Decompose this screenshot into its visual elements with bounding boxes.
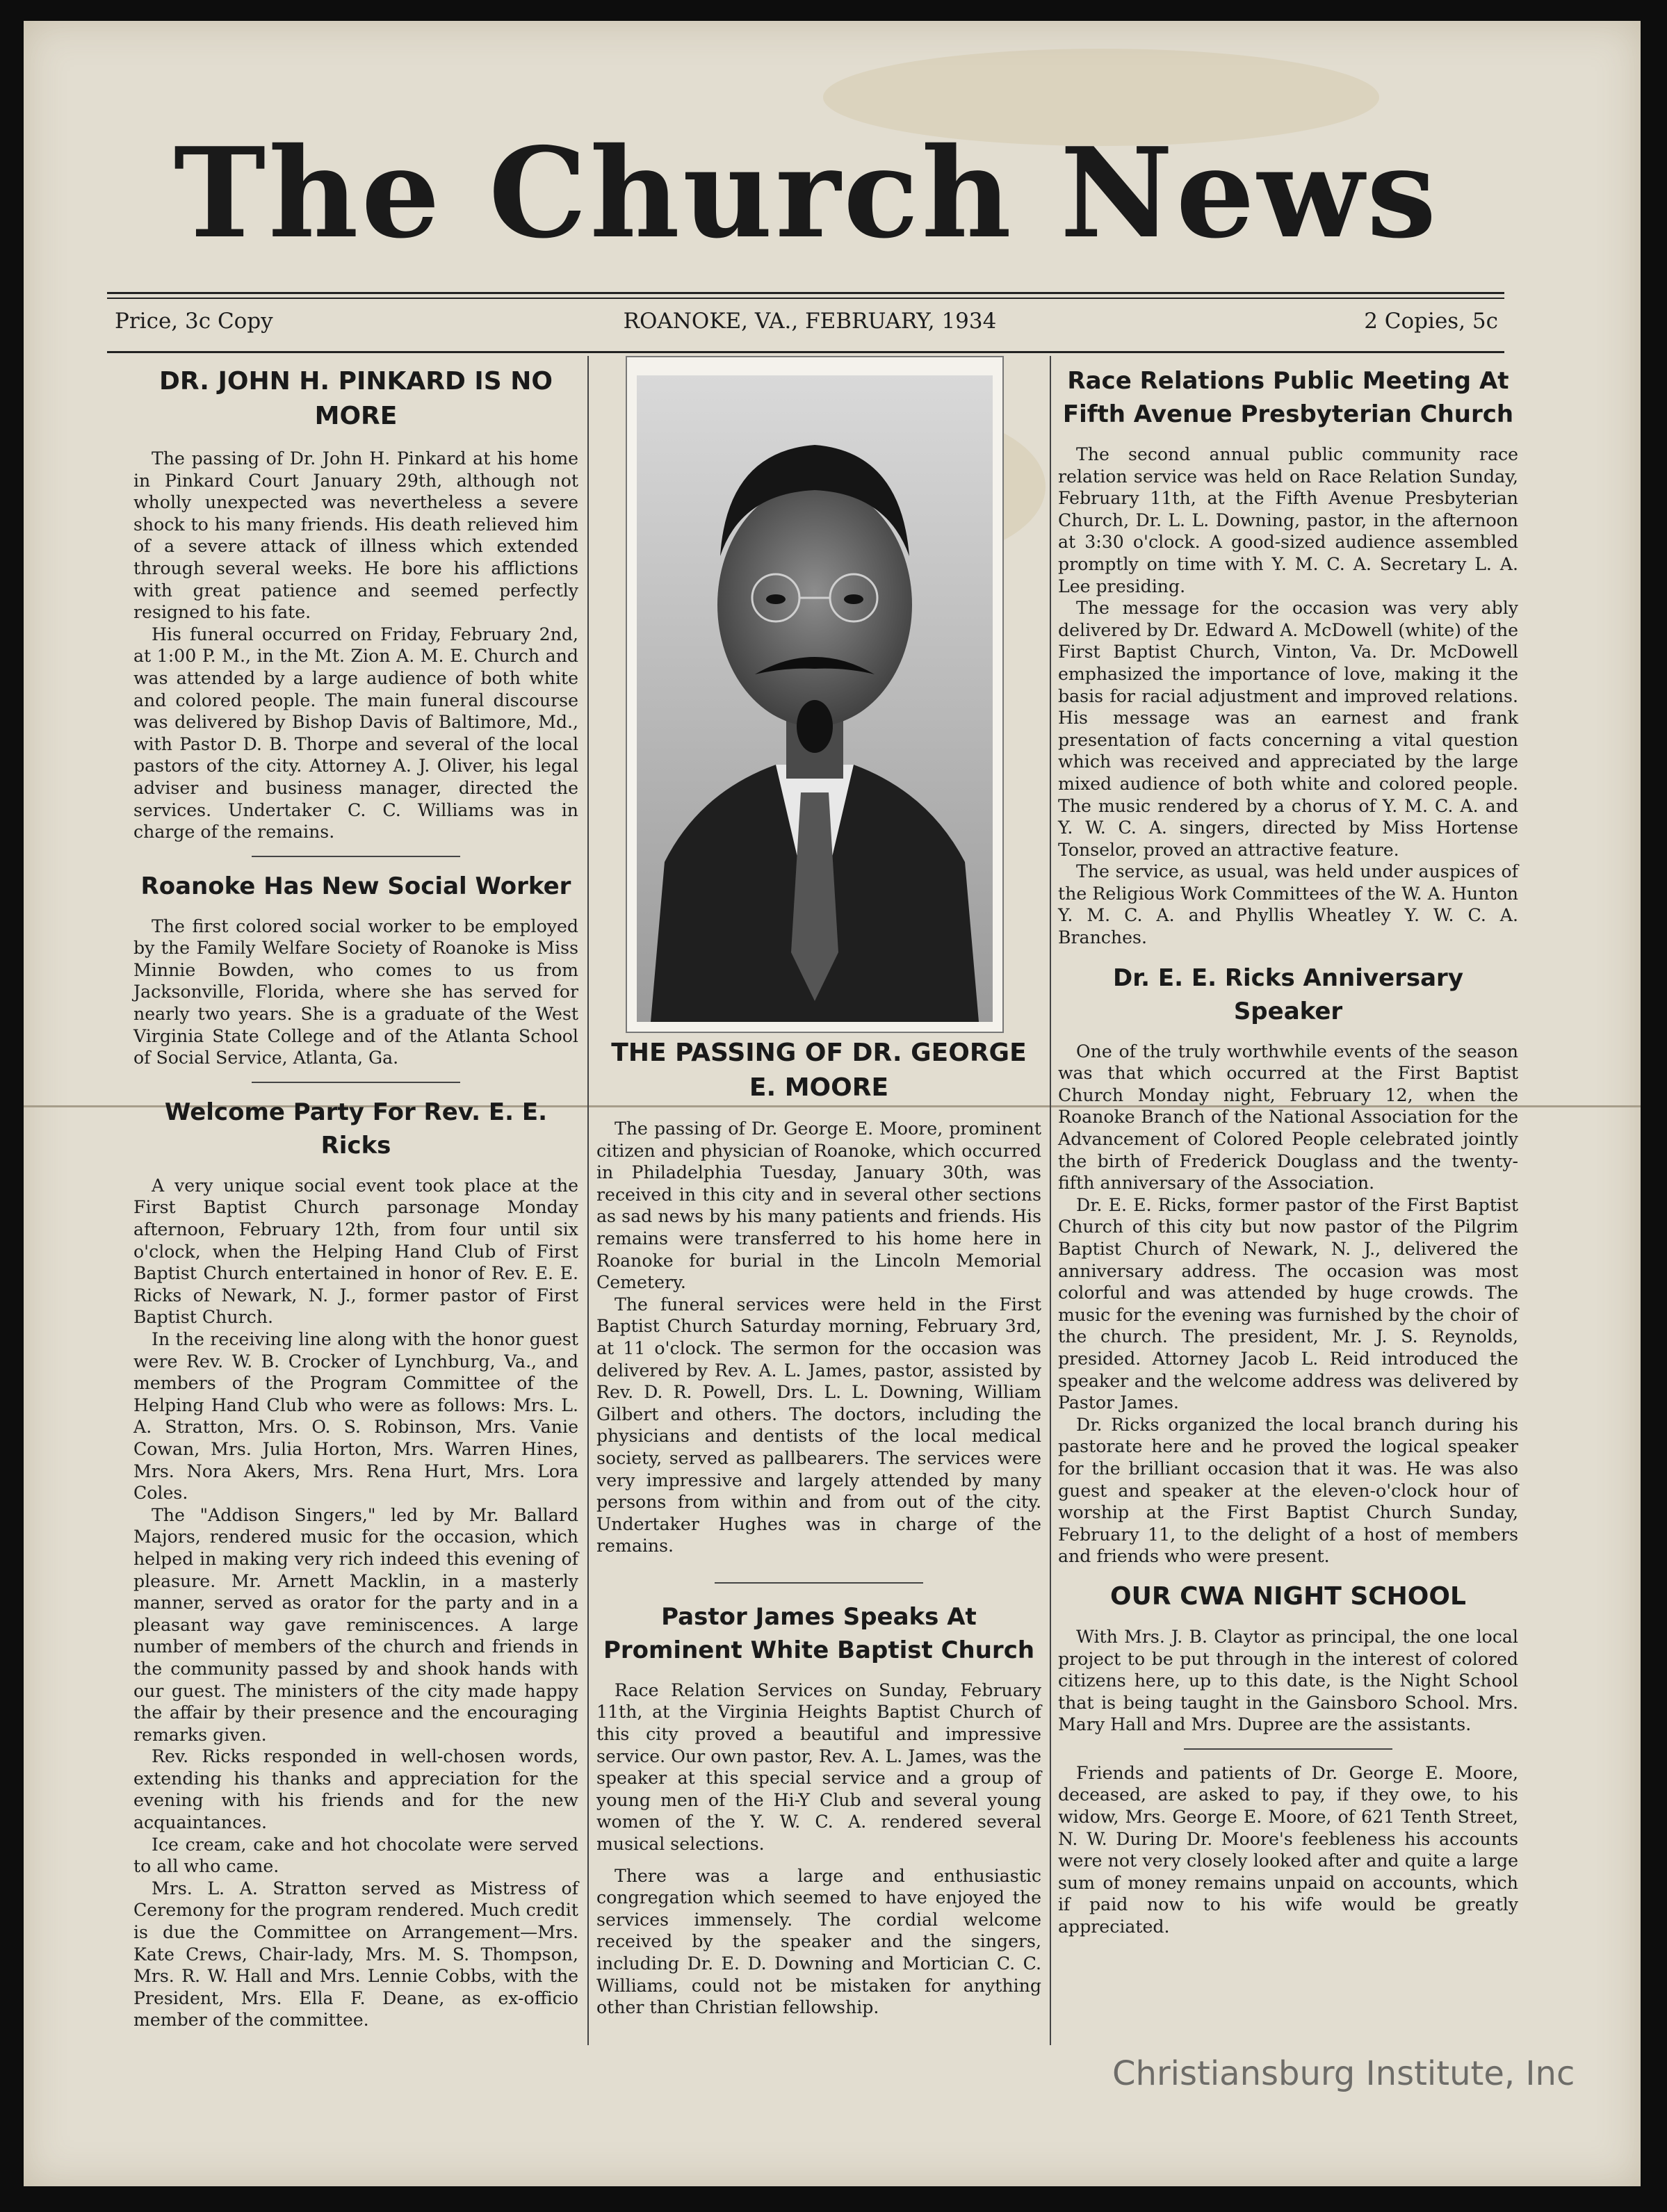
masthead-rule-top xyxy=(107,292,1504,294)
article-paragraph: Rev. Ricks responded in well-chosen words, extending his thanks and appreciation for the evening with his friends and for the new acquaintances. xyxy=(133,1746,578,1833)
pinkard-headline: DR. JOHN H. PINKARD IS NO MORE xyxy=(159,367,553,430)
dateline xyxy=(115,309,1498,343)
article-paragraph: A very unique social event took place at the First Baptist Church parsonage Monday afternoon, February 12th, from four until six o'clock, when the Helping Hand Club of First Baptist Church entertained in honor of Rev. E. E. Ricks of Newark, N. J., former pastor of First Baptist Church. xyxy=(133,1175,578,1328)
article-paragraph: Dr. E. E. Ricks, former pastor of the First Baptist Church of this city but now pastor of the Pilgrim Baptist Church of Newark, N. J., delivered the anniversary address. The occasion was most colorful and was attended by huge crowds. The music for the evening was furnished by the choir of the church. The president, Mr. J. S. Reynolds, presided. Attorney Jacob L. Reid introduced the speaker and the welcome address was delivered by Pastor James. xyxy=(1058,1194,1518,1413)
article-paragraph: Dr. Ricks organized the local branch during his pastorate here and he proved the logical speaker for the brilliant occasion that it was. He was also guest and speaker at the eleven-o'clock hour of worship at the First Baptist Church Sunday, February 11, to the delight of a host of members and friends who were present. xyxy=(1058,1414,1518,1567)
portrait-frame xyxy=(626,356,1004,1033)
section-rule xyxy=(252,856,460,857)
moore-headline: THE PASSING OF DR. GEORGE E. MOORE xyxy=(611,1039,1027,1102)
cwa-night-school-headline: OUR CWA NIGHT SCHOOL xyxy=(1110,1581,1466,1611)
pastor-james-headline: Pastor James Speaks At Prominent White Baptist Church xyxy=(603,1602,1035,1664)
article-paragraph: In the receiving line along with the honor guest were Rev. W. B. Crocker of Lynchburg, Va., and members of the Program Committee of the Helping Hand Club who were as follows: Mrs. L. A. Stratton, Mrs. O. S. Robinson, Mrs. Vanie Cowan, Mrs. Julia Horton, Mrs. Warren Hines, Mrs. Nora Akers, Mrs. Rena Hurt, Mrs. Lora Coles. xyxy=(133,1329,578,1504)
portrait-photo xyxy=(637,375,993,1022)
dateline-rule-bottom xyxy=(107,351,1504,353)
article-paragraph: The passing of Dr. John H. Pinkard at his home in Pinkard Court January 29th, although not wholly unexpected was nevertheless a severe shock to his many friends. His death relieved him of a severe attack of illness which extended through several weeks. He bore his afflictions with great patience and seemed perfectly resigned to his fate. xyxy=(133,448,578,623)
masthead-title: The Church News xyxy=(173,120,1440,266)
section-rule xyxy=(715,1582,923,1584)
article-paragraph: Mrs. L. A. Stratton served as Mistress of Ceremony for the program rendered. Much credit is due the Committee on Arrangement—Mrs. Kate Crews, Chair-lady, Mrs. M. S. Thompson, Mrs. R. W. Hall and Mrs. Lennie Cobbs, with the President, Mrs. Ella F. Deane, as ex-officio member of the committee. xyxy=(133,1878,578,2031)
portrait-of-man-illustration xyxy=(637,375,993,1022)
article-paragraph: The first colored social worker to be employed by the Family Welfare Society of Roanoke is Miss Minnie Bowden, who comes to us from Jacksonville, Florida, where she has served for nearly two years. She is a graduate of the West Virginia State College and of the Atlanta School of Social Service, Atlanta, Ga. xyxy=(133,916,578,1068)
welcome-party-headline: Welcome Party For Rev. E. E. Ricks xyxy=(164,1098,548,1160)
column-divider xyxy=(587,356,589,2045)
race-relations-headline: Race Relations Public Meeting At Fifth Avenue Presbyterian Church xyxy=(1062,367,1514,428)
left-column xyxy=(133,364,578,2031)
article-paragraph: The funeral services were held in the First Baptist Church Saturday morning, February 3rd, at 11 o'clock. The sermon for the occasion was delivered by Rev. A. L. James, pastor, assisted by Rev. D. R. Powell, Drs. L. L. Downing, William Gilbert and others. The doctors, including the physicians and dentists of the local medical society, served as pallbearers. The services were very impressive and largely attended by many persons from within and from out of the city. Undertaker Hughes was in charge of the remains. xyxy=(596,1294,1041,1556)
copies-price: 2 Copies, 5c xyxy=(1364,309,1498,334)
section-rule xyxy=(1184,1748,1392,1750)
article-paragraph: The passing of Dr. George E. Moore, prominent citizen and physician of Roanoke, which occurred in Philadelphia Tuesday, January 30th, was received in this city and in several other sections as sad news by his many patients and friends. His remains were transferred to his home here in Roanoke for burial in the Lincoln Memorial Cemetery. xyxy=(596,1119,1041,1293)
date-location: ROANOKE, VA., FEBRUARY, 1934 xyxy=(623,309,997,334)
social-worker-headline: Roanoke Has New Social Worker xyxy=(140,872,571,900)
article-paragraph: The "Addison Singers," led by Mr. Ballard Majors, rendered music for the occasion, which helped in making very rich indeed this evening of pleasure. Mr. Arnett Macklin, in a masterly manner, served as orator for the party and in a pleasant way gave reminiscences. A large number of members of the church and friends in the community passed by and shook hands with our guest. The ministers of the city made happy the affair by their presence and the encouraging remarks given. xyxy=(133,1504,578,1745)
ricks-anniversary-headline: Dr. E. E. Ricks Anniversary Speaker xyxy=(1112,963,1463,1025)
article-paragraph: His funeral occurred on Friday, February 2nd, at 1:00 P. M., in the Mt. Zion A. M. E. Church and was attended by a large audience of both white and colored people. The main funeral discourse was delivered by Bishop Davis of Baltimore, Md., with Pastor D. B. Thorpe and several of the local pastors of the city. Attorney A. J. Oliver, his legal adviser and business manager, directed the services. Undertaker C. C. Williams was in charge of the remains. xyxy=(133,624,578,843)
article-paragraph: Friends and patients of Dr. George E. Moore, deceased, are asked to pay, if they owe, to his widow, Mrs. George E. Moore, of 621 Tenth Street, N. W. During Dr. Moore's feebleness his accounts were not very closely looked after and quite a large sum of money remains unpaid on accounts, which if paid now to his wife would be greatly appreciated. xyxy=(1058,1762,1518,1937)
price-label: Price, 3c Copy xyxy=(115,309,273,334)
article-paragraph: With Mrs. J. B. Claytor as principal, the one local project to be put through in the interest of colored citizens here, up to this date, is the Night School that is being taught in the Gainsboro School. Mrs. Mary Hall and Mrs. Dupree are the assistants. xyxy=(1058,1626,1518,1735)
article-paragraph: The message for the occasion was very ably delivered by Dr. Edward A. McDowell (white) of the First Baptist Church, Vinton, Va. Dr. McDowell emphasized the importance of love, making it the basis for racial adjustment and improved relations. His message was an earnest and frank presentation of facts concerning a vital question which was received and appreciated by the large mixed audience of both white and colored people. The music rendered by a chorus of Y. M. C. A. and Y. W. C. A. singers, directed by Miss Hortense Tonselor, proved an attractive feature. xyxy=(1058,598,1518,860)
section-rule xyxy=(252,1082,460,1083)
watermark-credit: Christiansburg Institute, Inc xyxy=(1112,2054,1575,2093)
article-paragraph: Ice cream, cake and hot chocolate were served to all who came. xyxy=(133,1834,578,1877)
article-paragraph: Race Relation Services on Sunday, February 11th, at the Virginia Heights Baptist Church of this city proved a beautiful and impressive service. Our own pastor, Rev. A. L. James, was the speaker at this special service and a group of young men of the Hi-Y Club and several young women of the Y. W. C. A. rendered several musical selections. xyxy=(596,1680,1041,1855)
middle-column xyxy=(596,1036,1041,2019)
masthead-rule-top-thin xyxy=(107,298,1504,299)
column-divider xyxy=(1050,356,1051,2045)
article-paragraph: One of the truly worthwhile events of the season was that which occurred at the First Baptist Church Monday night, February 12, when the Roanoke Branch of the National Association for the Advancement of Colored People celebrated jointly the birth of Frederick Douglass and the twenty-fifth anniversary of the Association. xyxy=(1058,1041,1518,1194)
article-paragraph: There was a large and enthusiastic congregation which seemed to have enjoyed the services immensely. The cordial welcome received by the speaker and the singers, including Dr. E. D. Downing and Mortician C. C. Williams, could not be mistaken for anything other than Christian fellowship. xyxy=(596,1865,1041,2018)
article-paragraph: The second annual public community race relation service was held on Race Relation Sunday, February 11th, at the Fifth Avenue Presbyterian Church, Dr. L. L. Downing, pastor, in the afternoon at 3:30 o'clock. A good-sized audience assembled promptly on time with Y. M. C. A. Secretary L. A. Lee presiding. xyxy=(1058,444,1518,596)
right-column xyxy=(1058,364,1518,1938)
article-paragraph: The service, as usual, was held under auspices of the Religious Work Committees of the W. A. Hunton Y. M. C. A. and Phyllis Wheatley Y. W. C. A. Branches. xyxy=(1058,861,1518,948)
